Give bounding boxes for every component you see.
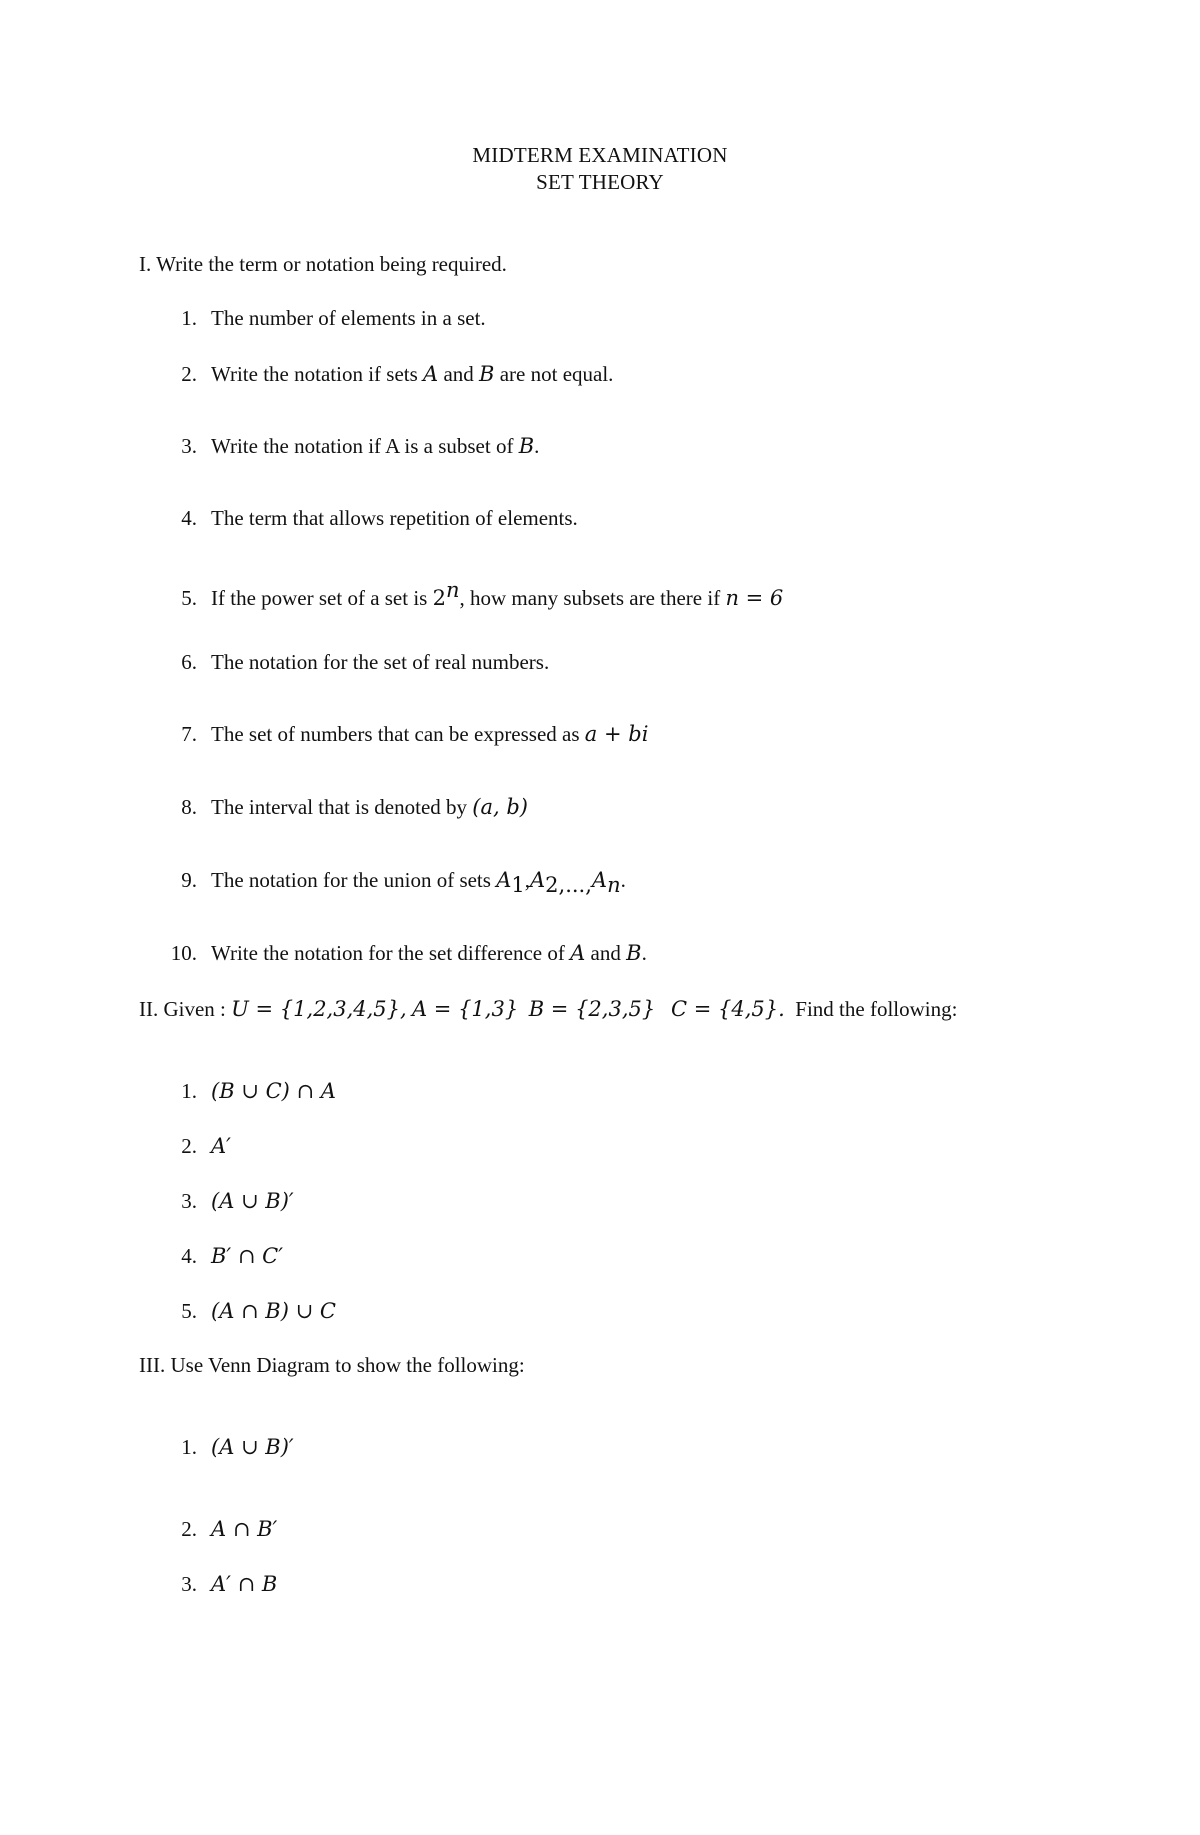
page-title: MIDTERM EXAMINATION: [472, 143, 728, 167]
part1-item-3: 3. Write the notation if A is a subset of B.: [181, 434, 540, 458]
part1-item-6: 6. The notation for the set of real numbers.: [181, 650, 550, 674]
part1-item-2: 2. Write the notation if sets A and B are not equal.: [181, 362, 614, 386]
part1-item-9: 9. The notation for the union of sets $A_1,A_{2,...,}A_n$.: [181, 868, 626, 898]
part3-item-1: 1. (A ∪ B)′: [181, 1435, 294, 1459]
part2-item-3: 3. (A ∪ B)′: [181, 1189, 294, 1213]
part1-item-7: 7. The set of numbers that can be expressed as a + bi: [181, 722, 649, 746]
part3-item-3: 3. A′ ∩ B: [181, 1572, 278, 1596]
part1-item-10: 10. Write the notation for the set difference of A and B.: [170, 941, 647, 965]
part1-item-5: 5. If the power set of a set is 2$^n$, how many subsets are there if n = 6: [181, 578, 784, 610]
part1-item-1: 1. The number of elements in a set.: [181, 306, 486, 330]
part3-item-2: 2. A ∩ B′: [181, 1517, 278, 1541]
part2-item-4: 4. B′ ∩ C′: [181, 1244, 283, 1268]
page-subtitle: SET THEORY: [536, 170, 664, 194]
part2-item-1: 1. (B ∪ C) ∩ A: [181, 1079, 336, 1103]
part1-heading: I. Write the term or notation being required.: [139, 252, 507, 276]
part2-item-5: 5. (A ∩ B) ∪ C: [181, 1299, 336, 1323]
part1-item-4: 4. The term that allows repetition of elements.: [181, 506, 578, 530]
part3-heading: III. Use Venn Diagram to show the following:: [139, 1353, 525, 1377]
part2-heading: II. Given : U = {1,2,3,4,5}, A = {1,3} B = {2,3,5} C = {4,5}. Find the following:: [139, 997, 958, 1021]
part1-item-8: 8. The interval that is denoted by (a, b): [181, 795, 528, 819]
part2-item-2: 2. A′: [181, 1134, 231, 1158]
